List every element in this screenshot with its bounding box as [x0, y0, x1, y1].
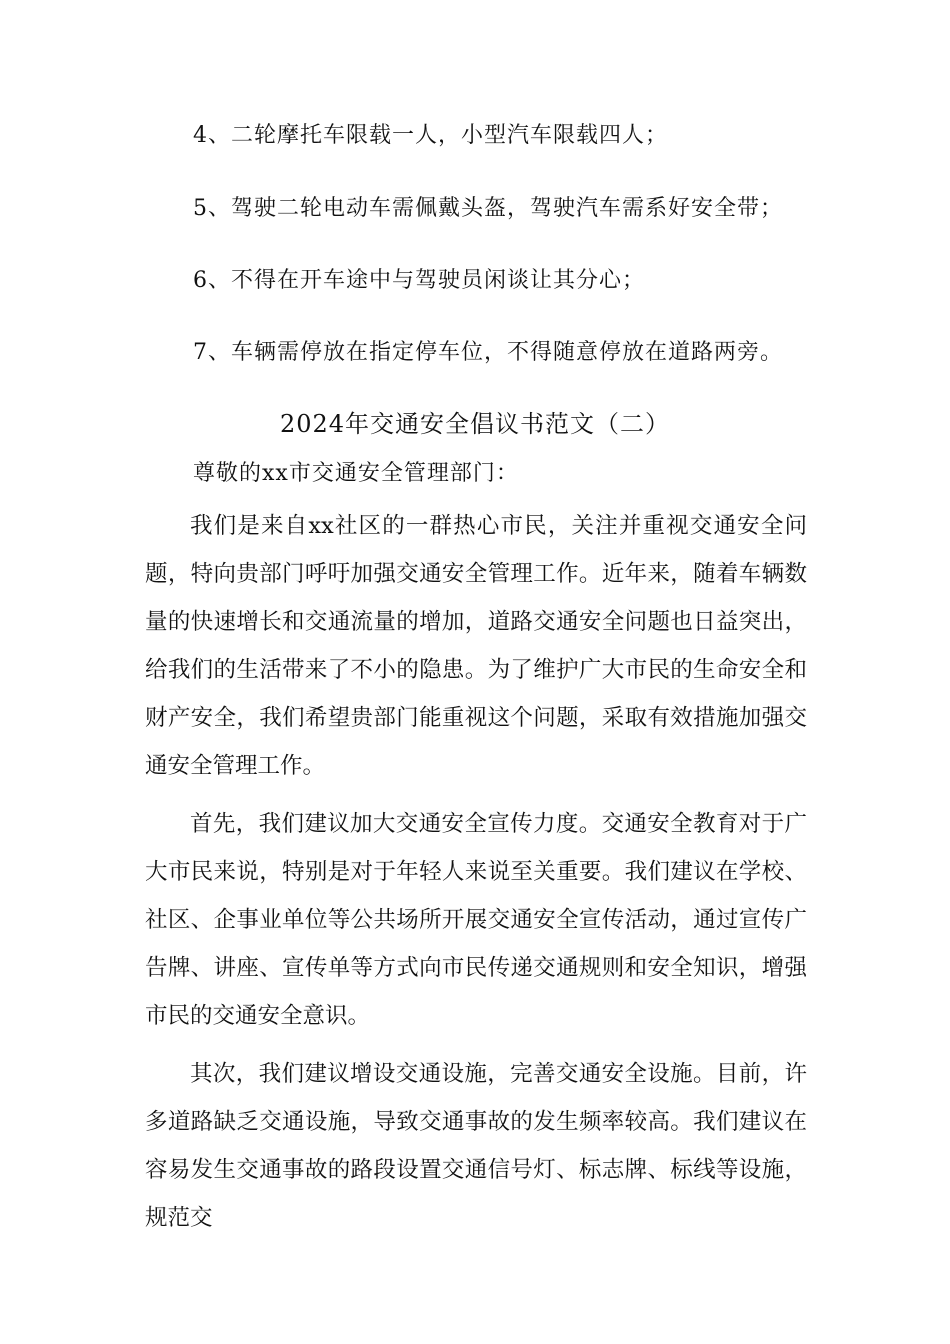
list-item-4: 4、二轮摩托车限载一人，小型汽车限载四人；	[193, 123, 668, 148]
paragraph-intro: 我们是来自xx社区的一群热心市民，关注并重视交通安全问题，特向贵部门呼吁加强交通安全管理工作。近年来，随着车辆数量的快速增长和交通流量的增加，道路交通安全问题也日益突出，给我们的生活带来了不小的隐患。为了维护广大市民的生命安全和财产安全，我们希望贵部门能重视这个问题，采取有效措施加强交通安全管理工作。	[145, 513, 807, 779]
list-item-5: 5、驾驶二轮电动车需佩戴头盔，驾驶汽车需系好安全带；	[193, 196, 783, 221]
paragraph-second-suggestion: 其次，我们建议增设交通设施，完善交通安全设施。目前，许多道路缺乏交通设施，导致交通事故的发生频率较高。我们建议在容易发生交通事故的路段设置交通信号灯、标志牌、标线等设施，规范交	[145, 1061, 807, 1231]
document-heading: 2024年交通安全倡议书范文（二）	[279, 410, 671, 438]
paragraph-first-suggestion: 首先，我们建议加大交通安全宣传力度。交通安全教育对于广大市民来说，特别是对于年轻人来说至关重要。我们建议在学校、社区、企事业单位等公共场所开展交通安全宣传活动，通过宣传广告牌、讲座、宣传单等方式向市民传递交通规则和安全知识，增强市民的交通安全意识。	[145, 811, 807, 1029]
list-item-6: 6、不得在开车途中与驾驶员闲谈让其分心；	[193, 268, 645, 293]
list-item-7: 7、车辆需停放在指定停车位，不得随意停放在道路两旁。	[193, 340, 783, 365]
salutation: 尊敬的xx市交通安全管理部门：	[193, 461, 519, 486]
